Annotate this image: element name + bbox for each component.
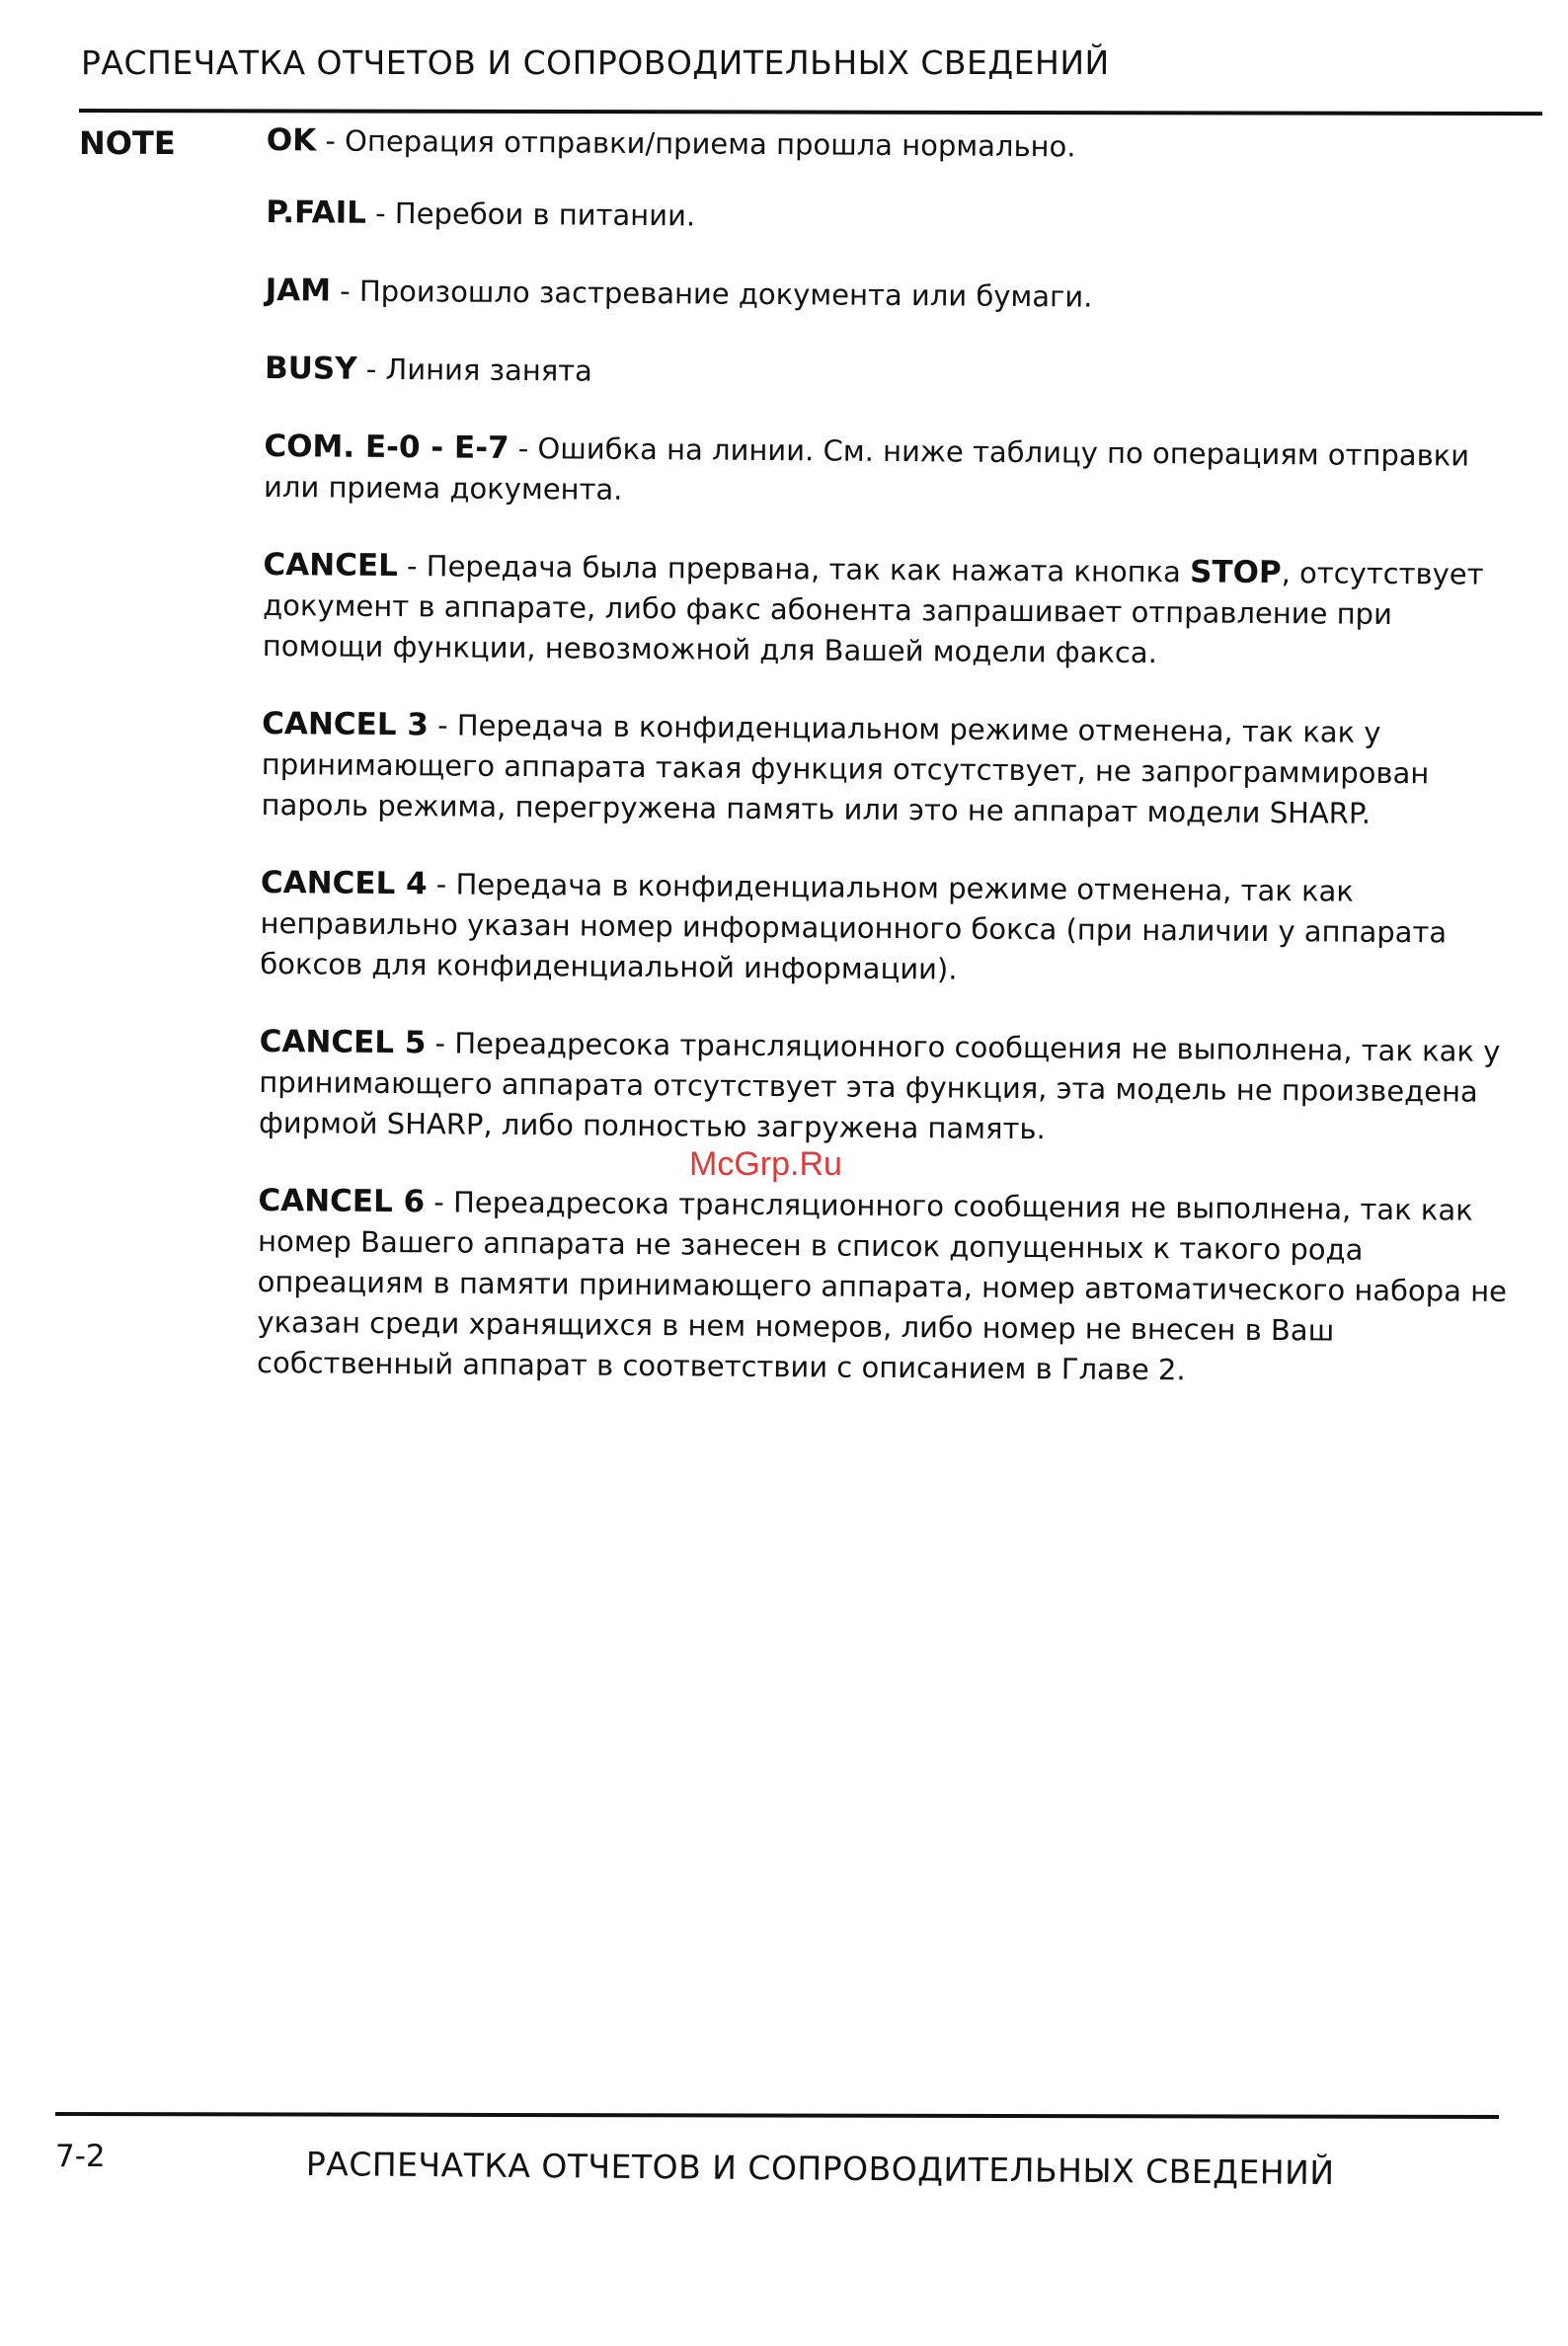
page-footer-title: РАСПЕЧАТКА ОТЧЕТОВ И СОПРОВОДИТЕЛЬНЫХ СВЕДЕНИЙ [305, 2145, 1335, 2193]
description-cancel-6: - Переадресока трансляционного сообщения не выполнена, так как номер Вашего аппарата не занесен в список допущенных к такого рода опреациям в памяти принимающего аппарата, номер автоматического набора не указан среди хранящихся в нем номеров, либо номер не внесен в Ваш собственный аппарат в соответствии с описанием в Главе 2. [256, 1185, 1508, 1387]
code-cancel-5: CANCEL 5 [259, 1023, 427, 1061]
stop-key-label: STOP [1189, 554, 1282, 591]
entry-cancel-5 [259, 1022, 1512, 1153]
description-com-error: - Ошибка на линии. См. ниже таблицу по операциям отправки или приема документа. [263, 430, 1470, 507]
description-cancel-5: - Переадресока трансляционного сообщения не выполнена, так как у принимающего аппарата отсутствует эта функция, эта модель не произведена фирмой SHARP, либо полностью загружена память. [258, 1026, 1501, 1146]
description-cancel-4: - Передача в конфиденциальном режиме отменена, так как неправильно указан номер информационного бокса (при наличии у аппарата боксов для конфиденциальной информации). [260, 867, 1448, 986]
entry-pfail [266, 193, 1518, 243]
code-busy: BUSY [264, 350, 357, 387]
code-cancel-4: CANCEL 4 [260, 864, 428, 902]
description-busy: - Линия занята [356, 352, 593, 388]
entry-jam [265, 271, 1517, 321]
entry-cancel-6 [257, 1181, 1511, 1393]
description-cancel-part1: - Передача была прервана, так как нажата кнопка [397, 549, 1191, 589]
entry-busy [265, 349, 1517, 399]
code-cancel: CANCEL [263, 546, 398, 585]
code-ok: OK [266, 121, 317, 159]
description-jam: - Произошло застревание документа или бумаги. [330, 274, 1093, 314]
code-pfail: P.FAIL [266, 194, 367, 231]
description-cancel-part2: , отсутствует документ в аппарате, либо факс абонента запрашивает отправление при помощи функции, невозможной для Вашей модели факса. [262, 556, 1484, 670]
footer-divider [55, 2112, 1499, 2119]
entry-cancel-3 [261, 704, 1514, 835]
header-divider [79, 109, 1542, 116]
description-ok: - Операция отправки/приема прошла нормально. [316, 123, 1076, 164]
status-code-list [257, 120, 1519, 1393]
note-label: NOTE [79, 124, 176, 162]
entry-cancel-4 [260, 863, 1513, 994]
page-number: 7-2 [55, 2139, 106, 2174]
entry-ok [267, 120, 1519, 171]
code-com-error: COM. E-0 - E-7 [264, 428, 510, 466]
code-cancel-3: CANCEL 3 [262, 705, 430, 743]
watermark-text: McGrp.Ru [689, 1145, 842, 1183]
description-pfail: - Перебои в питании. [365, 196, 696, 233]
description-cancel-3: - Передача в конфиденциальном режиме отменена, так как у принимающего аппарата такая функция отсутствует, не запрограммирован пароль режима, перегружена память или это не аппарат модели SHARP. [261, 708, 1430, 830]
page-header-title: РАСПЕЧАТКА ОТЧЕТОВ И СОПРОВОДИТЕЛЬНЫХ СВЕДЕНИЙ [81, 43, 1110, 82]
entry-cancel [263, 545, 1516, 676]
code-jam: JAM [265, 272, 332, 309]
code-cancel-6: CANCEL 6 [258, 1182, 426, 1220]
entry-com-error [264, 427, 1517, 517]
